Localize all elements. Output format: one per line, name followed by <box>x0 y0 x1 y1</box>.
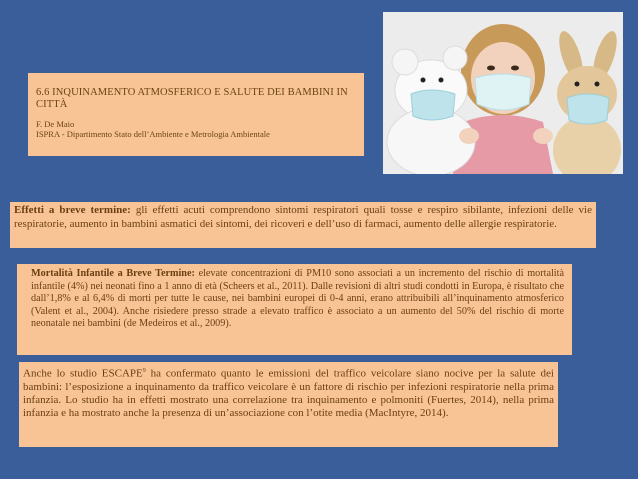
short-term-effects-text: gli effetti acuti comprendono sintomi respiratori quali tosse e respiro sibilante, infezioni delle vie respiratorie, aumento in bambini asmatici dei sintomi, dei ricoveri e dell’uso di farmaci, aumento delle allergie respiratorie. <box>14 204 592 230</box>
title-box <box>28 73 364 156</box>
infant-mortality-box <box>17 264 572 355</box>
infant-mortality-text: elevate concentrazioni di PM10 sono associati a un incremento del rischio di mortalità infantile (4%) nei neonati fino a 1 anno di età (Scheers et al., 2011). Dalle revisioni di altri studi condotti in Europa, è risultato che dall’1,8% e al 6,4% di morti per tutte le cause, nei bambini europei di 0-4 anni, erano attribuibili all’inquinamento atmosferico (Valent et al., 2004). Anche risiedere presso strade a elevato traffico è associato a un aumento del 50% del rischio di morte neonatale nei bambini (de Medeiros et al., 2009). <box>31 268 564 329</box>
author-name: F. De Maio <box>36 119 75 129</box>
slide-title: 6.6 INQUINAMENTO ATMOSFERICO E SALUTE DEI BAMBINI IN CITTÀ <box>36 87 348 110</box>
escape-study-text: ha confermato quanto le emissioni del traffico veicolare siano nocive per la salute dei bambini: l’esposizione a inquinamento da traffico veicolare è un fattore di rischio per infezioni respiratorie nella prima infanzia. Lo studio ha in effetti mostrato una correlazione tra inquinamento e polmoniti (Fuertes, 2014), nella prima infanzia e ha mostrato anche la presenza di un’associazione con l’otite media (MacIntyre, 2014). <box>23 367 554 420</box>
photo-illustration <box>383 12 623 174</box>
child-with-masked-toys-photo <box>383 12 623 174</box>
escape-study-box <box>19 362 558 447</box>
short-term-effects-heading: Effetti a breve termine: <box>14 204 131 216</box>
short-term-effects-box <box>10 202 596 248</box>
author-affiliation: ISPRA - Dipartimento Stato dell’Ambiente e Metrologia Ambientale <box>36 129 270 139</box>
escape-footnote-marker: 9 <box>142 368 146 374</box>
infant-mortality-heading: Mortalità Infantile a Breve Termine: <box>31 268 195 279</box>
escape-study-lead: Anche lo studio ESCAPE <box>23 367 143 380</box>
